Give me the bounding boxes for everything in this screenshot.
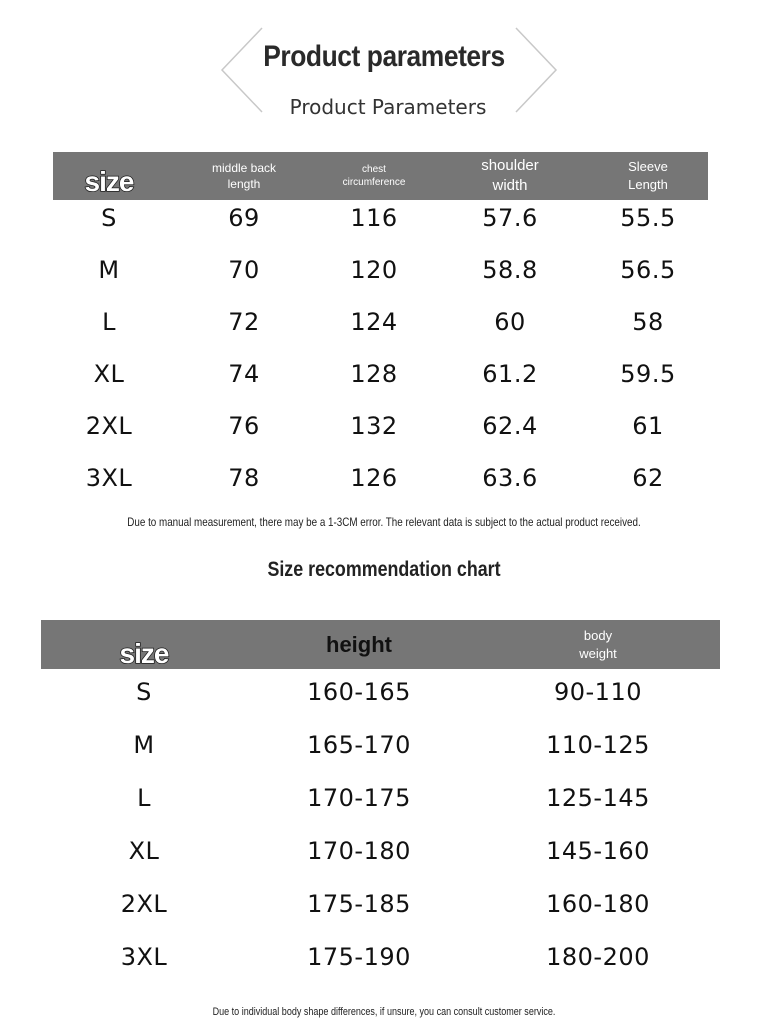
header-label-line2: length <box>227 177 261 191</box>
value-cell: 120 <box>350 256 398 284</box>
header-cell <box>528 620 668 669</box>
value-cell: 90-110 <box>553 678 642 706</box>
page-subtitle: Product Parameters <box>289 95 487 119</box>
value-cell: 170-180 <box>307 837 411 865</box>
size-cell: S <box>101 204 117 232</box>
table-row <box>53 204 708 234</box>
header-cell <box>174 152 314 200</box>
value-cell: 128 <box>350 360 398 388</box>
value-cell: 116 <box>350 204 398 232</box>
header-size-label: size <box>119 638 169 669</box>
measurement-note: Due to manual measurement, there may be a 1-3CM error. The relevant data is subject to the actual product received. <box>127 515 641 529</box>
header <box>0 0 768 140</box>
size-recommendation-table <box>41 620 720 990</box>
table-header <box>53 152 708 200</box>
table-row <box>53 360 708 390</box>
value-cell: 62.4 <box>482 412 538 440</box>
value-cell: 76 <box>228 412 260 440</box>
header-label-line1: body <box>583 627 613 643</box>
value-cell: 74 <box>228 360 260 388</box>
table-row <box>41 678 720 708</box>
value-cell: 58.8 <box>482 256 538 284</box>
size-cell: S <box>136 678 152 706</box>
value-cell: 124 <box>350 308 398 336</box>
value-cell: 175-190 <box>307 943 411 971</box>
table-row <box>41 943 720 973</box>
header-cell <box>289 620 429 669</box>
value-cell: 180-200 <box>546 943 650 971</box>
table-row <box>41 731 720 761</box>
header-label-line1: height <box>326 631 392 657</box>
header-label-line1: shoulder <box>481 156 539 174</box>
header-label-line2: circumference <box>342 177 406 188</box>
value-cell: 170-175 <box>307 784 411 812</box>
value-cell: 60 <box>494 308 526 336</box>
product-parameters-table <box>53 152 708 512</box>
table-row <box>41 784 720 814</box>
header-label-line2: weight <box>579 645 617 661</box>
value-cell: 59.5 <box>620 360 676 388</box>
value-cell: 125-145 <box>546 784 650 812</box>
value-cell: 110-125 <box>546 731 650 759</box>
table-row <box>53 464 708 494</box>
value-cell: 62 <box>632 464 664 492</box>
value-cell: 160-165 <box>307 678 411 706</box>
size-cell: L <box>102 308 116 336</box>
table-row <box>53 256 708 286</box>
header-label-line2: Length <box>628 177 668 192</box>
size-cell: 3XL <box>120 943 168 971</box>
value-cell: 165-170 <box>307 731 411 759</box>
value-cell: 61 <box>632 412 664 440</box>
value-cell: 61.2 <box>482 360 538 388</box>
header-cell <box>304 152 444 200</box>
value-cell: 63.6 <box>482 464 538 492</box>
size-cell: 2XL <box>120 890 168 918</box>
value-cell: 160-180 <box>546 890 650 918</box>
table-row <box>41 890 720 920</box>
header-label-line1: middle back <box>211 160 277 175</box>
header-cell <box>440 152 580 200</box>
value-cell: 58 <box>632 308 664 336</box>
header-label-line1: Sleeve <box>628 159 668 175</box>
value-cell: 55.5 <box>620 204 676 232</box>
size-cell: XL <box>128 837 160 865</box>
value-cell: 126 <box>350 464 398 492</box>
size-cell: M <box>133 731 155 759</box>
table-row <box>53 308 708 338</box>
value-cell: 70 <box>228 256 260 284</box>
header-label-line1: chest <box>362 163 386 175</box>
value-cell: 57.6 <box>482 204 538 232</box>
size-cell: XL <box>93 360 125 388</box>
header-size-label: size <box>84 166 134 197</box>
value-cell: 56.5 <box>620 256 676 284</box>
size-cell: L <box>137 784 151 812</box>
value-cell: 69 <box>228 204 260 232</box>
size-recommendation-title: Size recommendation chart <box>267 558 501 581</box>
header-label-line2: width <box>492 177 528 194</box>
value-cell: 78 <box>228 464 260 492</box>
value-cell: 175-185 <box>307 890 411 918</box>
size-cell: 2XL <box>85 412 133 440</box>
page-title: Product parameters <box>263 40 505 73</box>
body-shape-note: Due to individual body shape differences, if unsure, you can consult customer service. <box>212 1006 556 1018</box>
table-row <box>53 412 708 442</box>
value-cell: 145-160 <box>546 837 650 865</box>
table-row <box>41 837 720 867</box>
header-cell <box>578 152 718 200</box>
value-cell: 132 <box>350 412 398 440</box>
value-cell: 72 <box>228 308 260 336</box>
size-cell: 3XL <box>85 464 133 492</box>
size-cell: M <box>98 256 120 284</box>
table-header <box>41 620 720 669</box>
